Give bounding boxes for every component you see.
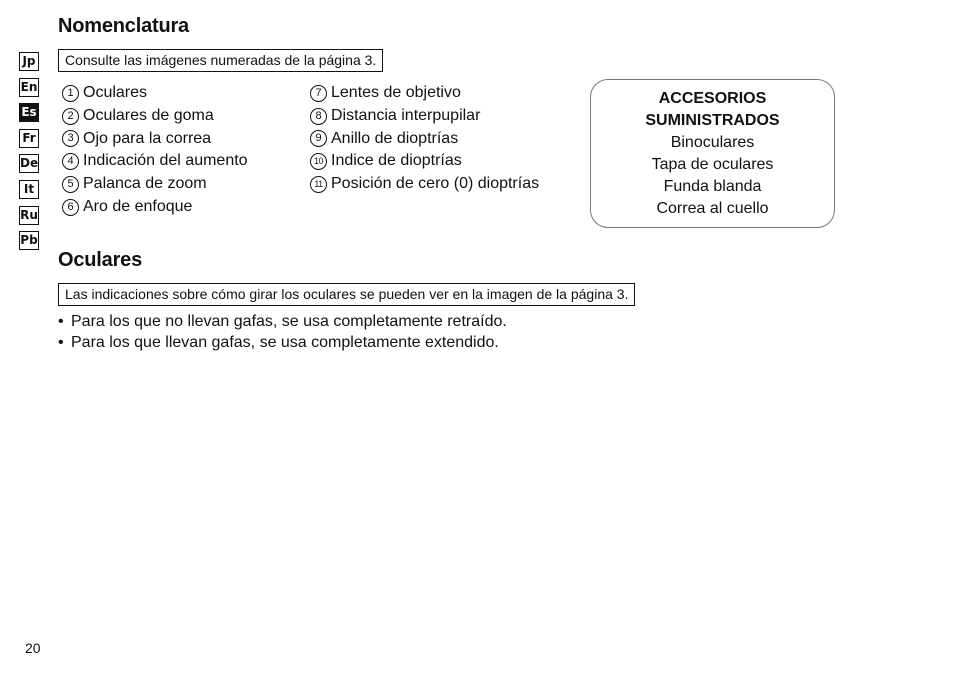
list-item xyxy=(58,332,507,353)
number-5-icon: 5 xyxy=(62,176,79,193)
part-label: Lentes de objetivo xyxy=(331,84,461,101)
part-item xyxy=(62,150,248,173)
accessory-item: Binoculares xyxy=(670,134,755,151)
part-item xyxy=(62,105,248,128)
page-number: 20 xyxy=(25,640,41,656)
number-9-icon: 9 xyxy=(310,130,327,147)
part-label: Aro de enfoque xyxy=(83,197,193,215)
lang-tab-es[interactable]: Es xyxy=(19,103,39,122)
nomenclatura-note: Consulte las imágenes numeradas de la página 3. xyxy=(58,49,383,72)
bullet-icon: • xyxy=(58,313,64,330)
part-item xyxy=(310,105,539,128)
number-1-icon: 1 xyxy=(62,85,79,102)
number-10-icon: 10 xyxy=(310,153,327,170)
bullet-icon: • xyxy=(58,334,64,351)
number-2-icon: 2 xyxy=(62,108,79,125)
lang-tab-fr[interactable]: Fr xyxy=(19,129,39,148)
number-3-icon: 3 xyxy=(62,130,79,147)
part-item xyxy=(62,196,248,219)
lang-tab-de[interactable]: De xyxy=(19,154,39,173)
lang-tab-ru[interactable]: Ru xyxy=(19,206,39,225)
part-label: Indice de dioptrías xyxy=(331,152,462,170)
part-item xyxy=(62,173,248,196)
part-label: Indicación del aumento xyxy=(83,152,248,170)
part-label: Oculares xyxy=(83,84,148,101)
accessories-box xyxy=(590,79,835,228)
lang-tab-en[interactable]: En xyxy=(19,78,39,97)
part-label: Palanca de zoom xyxy=(83,175,207,193)
bullet-text: Para los que llevan gafas, se usa completamente extendido. xyxy=(71,334,499,351)
nomenclatura-heading: Nomenclatura xyxy=(58,15,189,37)
part-item xyxy=(62,82,248,105)
accessory-item: Funda blanda xyxy=(663,178,762,195)
part-item xyxy=(310,128,539,151)
accessories-title-line2: SUMINISTRADOS xyxy=(645,112,780,129)
number-8-icon: 8 xyxy=(310,108,327,125)
language-tabs xyxy=(19,52,39,257)
part-item xyxy=(310,150,539,173)
number-11-icon: 11 xyxy=(310,176,327,193)
parts-list-right xyxy=(310,82,539,196)
oculares-bullet-list xyxy=(58,311,507,353)
list-item xyxy=(58,311,507,332)
part-item xyxy=(62,128,248,151)
part-item xyxy=(310,82,539,105)
lang-tab-it[interactable]: It xyxy=(19,180,39,199)
accessory-item: Correa al cuello xyxy=(656,200,769,217)
bullet-text: Para los que no llevan gafas, se usa completamente retraído. xyxy=(71,313,507,330)
part-label: Posición de cero (0) dioptrías xyxy=(331,175,540,193)
part-item xyxy=(310,173,539,196)
part-label: Ojo para la correa xyxy=(83,129,212,147)
part-label: Distancia interpupilar xyxy=(331,106,481,124)
oculares-note: Las indicaciones sobre cómo girar los oculares se pueden ver en la imagen de la página 3. xyxy=(58,283,635,306)
parts-list-left xyxy=(62,82,248,219)
accessory-item: Tapa de oculares xyxy=(651,156,774,173)
number-7-icon: 7 xyxy=(310,85,327,102)
number-6-icon: 6 xyxy=(62,199,79,216)
lang-tab-jp[interactable]: Jp xyxy=(19,52,39,71)
part-label: Anillo de dioptrías xyxy=(331,129,459,147)
number-4-icon: 4 xyxy=(62,153,79,170)
oculares-heading: Oculares xyxy=(58,249,143,271)
accessories-title-line1: ACCESORIOS xyxy=(658,90,767,107)
lang-tab-pb[interactable]: Pb xyxy=(19,231,39,250)
part-label: Oculares de goma xyxy=(83,106,214,124)
